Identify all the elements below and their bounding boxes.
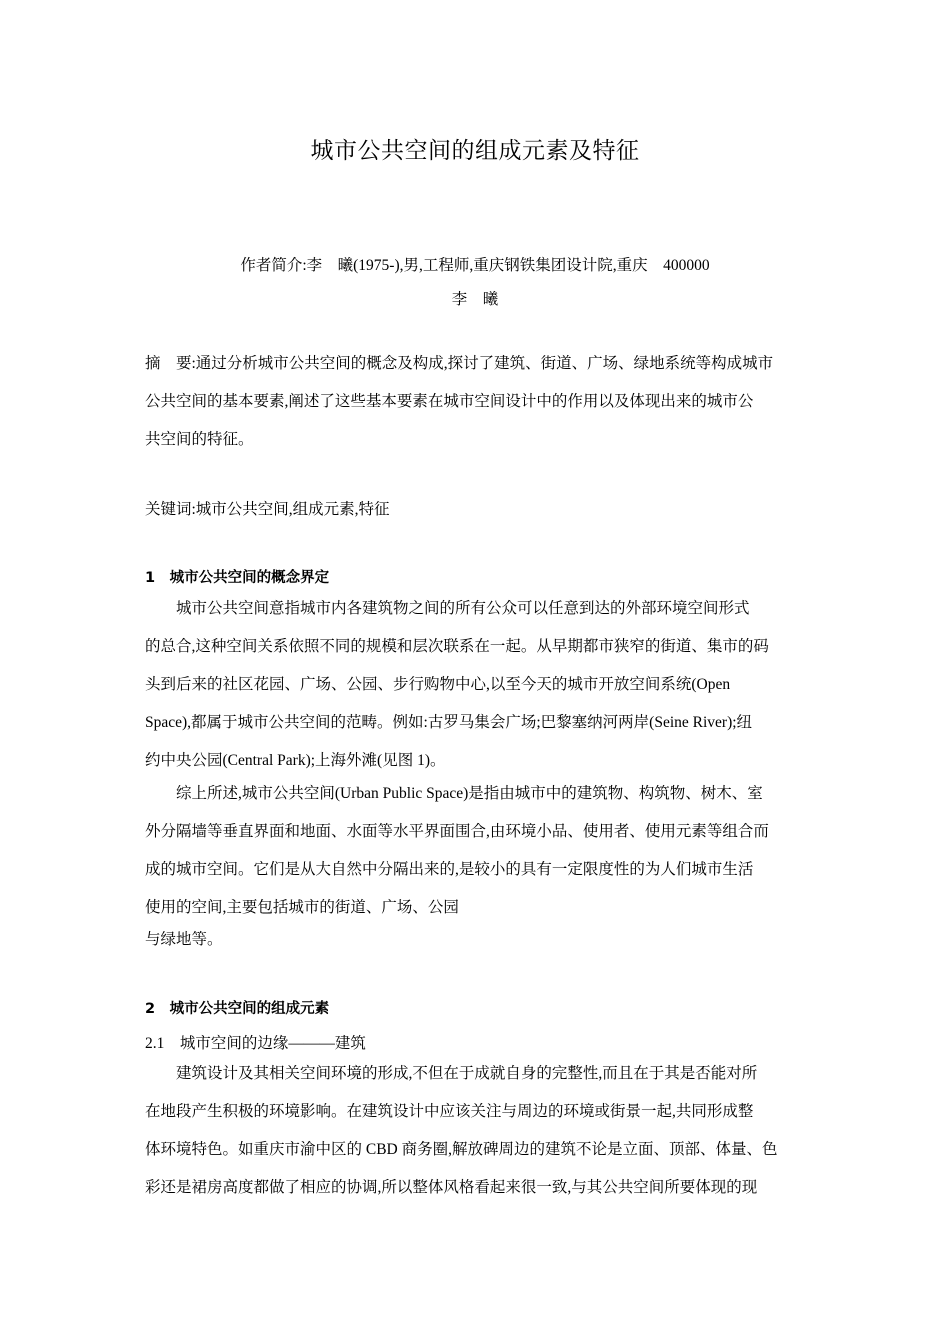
section-2-1-heading: 2.1 城市空间的边缘———建筑	[145, 1035, 366, 1052]
paragraph-line: 的总合,这种空间关系依照不同的规模和层次联系在一起。从早期都市狭窄的街道、集市的码	[145, 638, 769, 655]
paragraph-line: 头到后来的社区花园、广场、公园、步行购物中心,以至今天的城市开放空间系统(Open	[145, 676, 731, 693]
author-name: 李 曦	[451, 291, 499, 308]
section-1-paragraph-1	[145, 590, 807, 780]
paragraph-line: 使用的空间,主要包括城市的街道、广场、公园	[145, 899, 459, 916]
abstract-line: 共空间的特征。	[145, 431, 254, 448]
abstract	[145, 345, 807, 459]
paragraph-line: 与绿地等。	[145, 931, 223, 948]
page-title: 城市公共空间的组成元素及特征	[310, 138, 640, 163]
paragraph-line: 彩还是裙房高度都做了相应的协调,所以整体风格看起来很一致,与其公共空间所要体现的现	[145, 1179, 758, 1196]
section-2-heading: 2 城市公共空间的组成元素	[145, 1001, 330, 1017]
abstract-line: 公共空间的基本要素,阐述了这些基本要素在城市空间设计中的作用以及体现出来的城市公	[145, 393, 754, 410]
paragraph-line: 建筑设计及其相关空间环境的形成,不但在于成就自身的完整性,而且在于其是否能对所	[176, 1065, 758, 1082]
section-1-paragraph-2	[145, 775, 807, 959]
paragraph-line: 在地段产生积极的环境影响。在建筑设计中应该关注与周边的环境或街景一起,共同形成整	[145, 1103, 754, 1120]
paragraph-line: 成的城市空间。它们是从大自然中分隔出来的,是较小的具有一定限度性的为人们城市生活	[145, 861, 754, 878]
section-2-paragraph-1	[145, 1055, 807, 1207]
section-1-heading: 1 城市公共空间的概念界定	[145, 570, 330, 586]
paragraph-line: 约中央公园(Central Park);上海外滩(见图 1)。	[145, 752, 446, 769]
keywords: 关键词:城市公共空间,组成元素,特征	[145, 501, 390, 518]
author-info: 作者简介:李 曦(1975-),男,工程师,重庆钢铁集团设计院,重庆 400000	[240, 257, 710, 274]
paragraph-line: 体环境特色。如重庆市渝中区的 CBD 商务圈,解放碑周边的建筑不论是立面、顶部、体量、色	[145, 1141, 778, 1158]
paragraph-line: 城市公共空间意指城市内各建筑物之间的所有公众可以任意到达的外部环境空间形式	[176, 600, 750, 617]
abstract-line: 摘 要:通过分析城市公共空间的概念及构成,探讨了建筑、街道、广场、绿地系统等构成城市	[145, 355, 774, 372]
paragraph-line: Space),都属于城市公共空间的范畴。例如:古罗马集会广场;巴黎塞纳河两岸(Seine River);纽	[145, 714, 753, 731]
paragraph-line: 综上所述,城市公共空间(Urban Public Space)是指由城市中的建筑物、构筑物、树木、室	[176, 785, 763, 802]
paragraph-line: 外分隔墙等垂直界面和地面、水面等水平界面围合,由环境小品、使用者、使用元素等组合而	[145, 823, 769, 840]
